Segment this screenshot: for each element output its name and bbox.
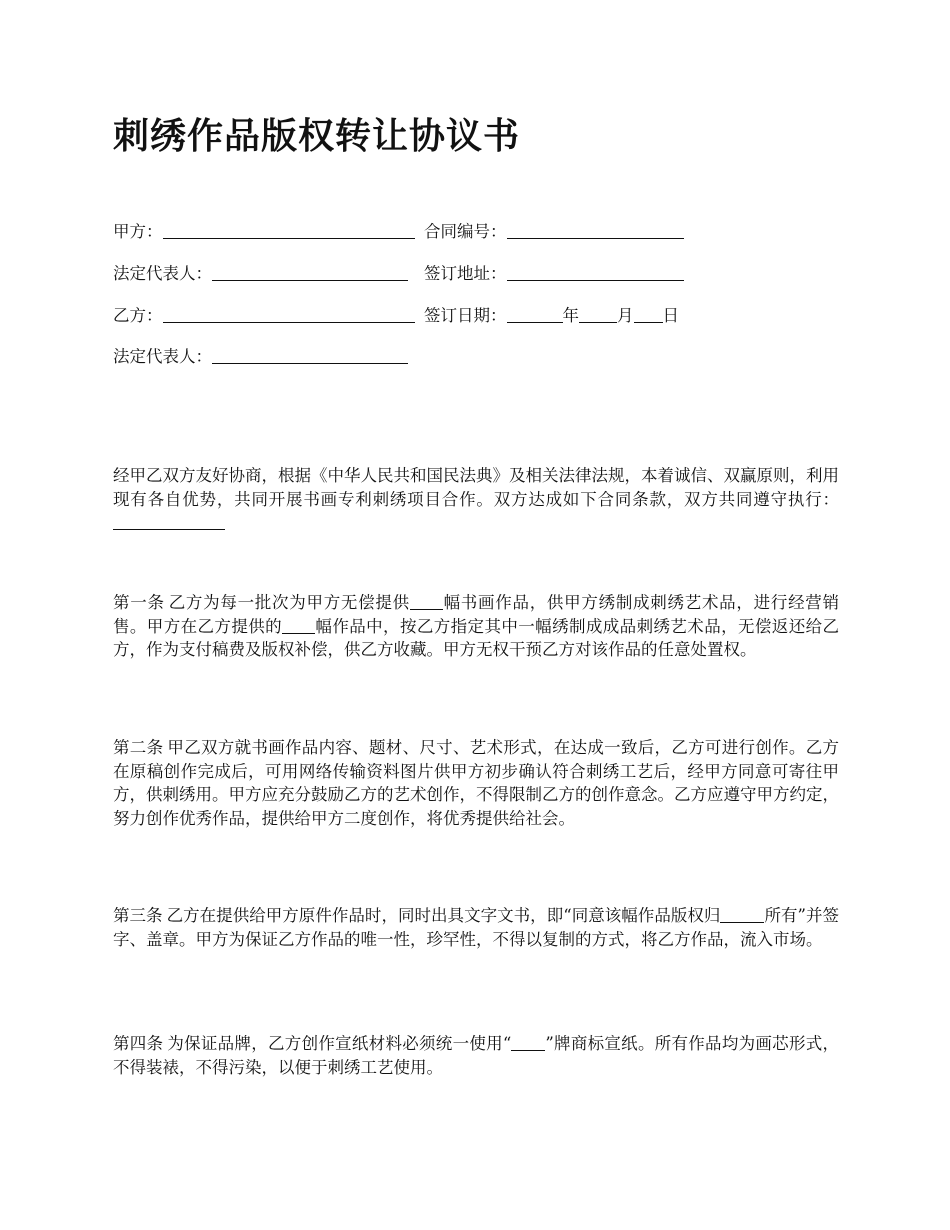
clause-4-text-part1: 为保证品牌，乙方创作宣纸材料必须统一使用“ [167,1034,512,1053]
contract-no-blank[interactable] [507,221,684,239]
party-a-field [113,220,415,244]
clause-4-text-part2: ”牌商标宣纸。所有作品均为画芯形式，不得装裱，不得污染，以便于刺绣工艺使用。 [113,1034,840,1077]
sign-year-blank[interactable] [507,305,563,323]
legal-rep-b-blank[interactable] [212,346,408,364]
clause-2-label: 第二条 [113,738,164,757]
clause-3-blank-owner[interactable] [720,907,764,923]
intro-paragraph [113,464,839,535]
clause-1 [113,591,839,662]
month-label: 月 [617,306,634,325]
legal-rep-a-label: 法定代表人： [113,264,212,283]
legal-rep-b-field [113,345,408,369]
day-label: 日 [662,306,679,325]
header-row-3 [113,304,713,328]
header-row-4 [113,345,713,369]
document-title: 刺绣作品版权转让协议书 [113,115,521,157]
clause-4-label: 第四条 [113,1034,164,1053]
party-b-blank[interactable] [163,305,415,323]
party-b-label: 乙方： [113,306,163,325]
clause-1-text-part1: 乙方为每一批次为甲方无偿提供 [168,593,410,612]
sign-place-label: 签订地址： [424,264,507,283]
party-a-blank[interactable] [163,221,415,239]
clause-3-text-part2: 所有”并签字、盖章。甲方为保证乙方作品的唯一性，珍罕性，不得以复制的方式，将乙方作品，流入市场。 [113,906,840,949]
clause-3-label: 第三条 [113,906,163,925]
sign-day-blank[interactable] [634,305,663,323]
legal-rep-a-blank[interactable] [212,263,408,281]
clause-4 [113,1032,839,1079]
clause-1-text-part2: 幅书画作品，供甲方绣制成刺绣艺术品，进行经营销售。甲方在乙方提供的 [113,593,840,636]
sign-date-label: 签订日期： [424,306,507,325]
sign-place-blank[interactable] [507,263,684,281]
clause-4-blank-brand[interactable] [511,1035,545,1051]
intro-text: 经甲乙双方友好协商，根据《中华人民共和国民法典》及相关法律法规，本着诚信、双赢原则，利用现有各自优势，共同开展书画专利刺绣项目合作。双方达成如下合同条款，双方共同遵守执行： [113,466,839,509]
clause-2-text: 甲乙双方就书画作品内容、题材、尺寸、艺术形式，在达成一致后，乙方可进行创作。乙方在原稿创作完成后，可用网络传输资料图片供甲方初步确认符合刺绣工艺后，经甲方同意可寄往甲方，供刺绣用。甲方应充分鼓励乙方的艺术创作，不得限制乙方的创作意念。乙方应遵守甲方约定，努力创作优秀作品，提供给甲方二度创作，将优秀提供给社会。 [113,738,840,828]
sign-month-blank[interactable] [579,305,617,323]
clause-3 [113,904,839,951]
contract-no-label: 合同编号： [424,222,507,241]
clause-1-blank-count-2[interactable] [282,618,315,634]
clause-1-blank-count[interactable] [410,594,443,610]
legal-rep-a-field [113,262,408,286]
clause-3-text-part1: 乙方在提供给甲方原件作品时，同时出具文字文书，即“同意该幅作品版权归 [166,906,721,925]
party-b-field [113,304,415,328]
sign-date-field [424,304,679,328]
header-row-2 [113,262,713,286]
clause-1-label: 第一条 [113,593,165,612]
party-a-label: 甲方： [113,222,163,241]
contract-no-field [424,220,684,244]
legal-rep-b-label: 法定代表人： [113,347,212,366]
clause-2 [113,736,839,830]
header-row-1 [113,220,713,244]
intro-blank[interactable] [113,514,225,530]
year-label: 年 [562,306,579,325]
clause-1-text-part3: 幅作品中，按乙方指定其中一幅绣制成成品刺绣艺术品，无偿返还给乙方，作为支付稿费及版权补偿，供乙方收藏。甲方无权干预乙方对该作品的任意处置权。 [113,616,840,659]
sign-place-field [424,262,684,286]
